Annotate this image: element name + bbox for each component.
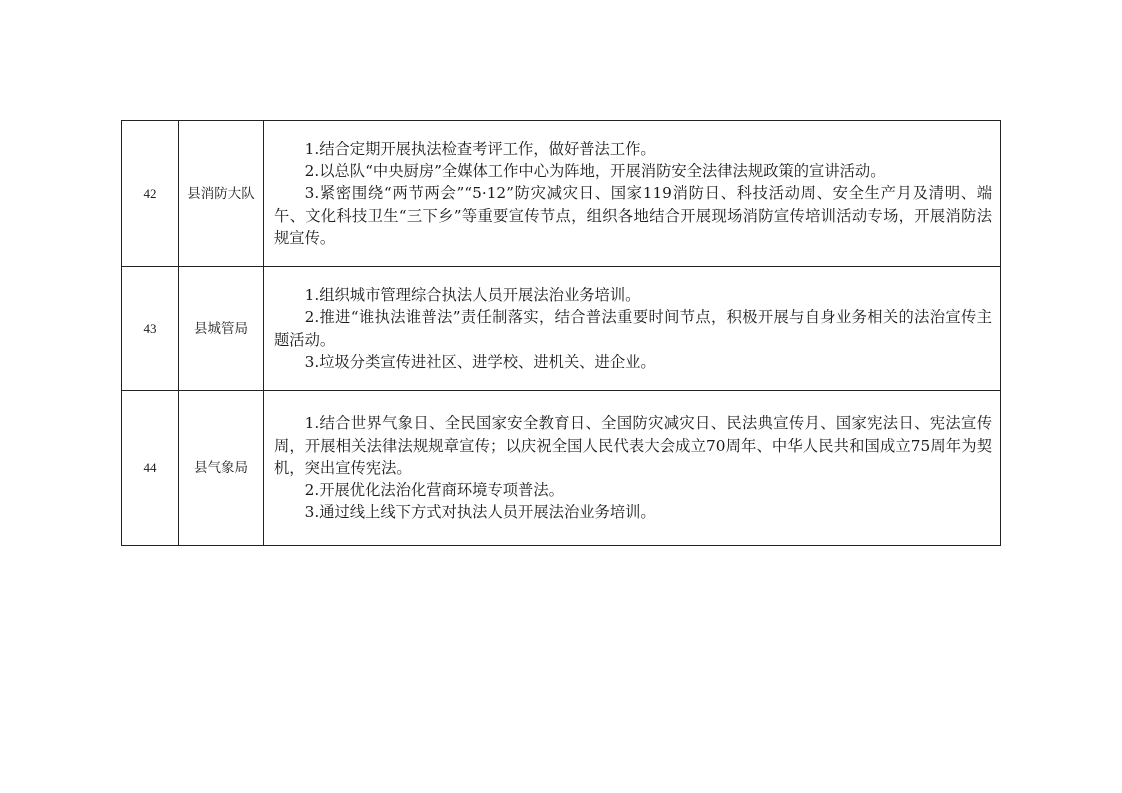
- row-number: 42: [122, 121, 179, 267]
- work-plan-table: [121, 120, 1001, 546]
- task-content: [264, 267, 1001, 391]
- department-name: 县消防大队: [179, 121, 264, 267]
- task-item: 3.垃圾分类宣传进社区、进学校、进机关、进企业。: [304, 352, 656, 371]
- task-content: [264, 391, 1001, 546]
- table-row: [122, 121, 1001, 267]
- task-item: 3.紧密围绕“两节两会”“5·12”防灾减灾日、国家119消防日、科技活动周、安全生产月及清明、端午、文化科技卫生“三下乡”等重要宣传节点，组织各地结合开展现场消防宣传培训活动专场，开展消防法规宣传。: [274, 184, 992, 247]
- task-item: 2.以总队“中央厨房”全媒体工作中心为阵地，开展消防安全法律法规政策的宣讲活动。: [304, 162, 886, 181]
- department-name: 县气象局: [179, 391, 264, 546]
- department-name: 县城管局: [179, 267, 264, 391]
- task-item: 2.推进“谁执法谁普法”责任制落实，结合普法重要时间节点，积极开展与自身业务相关的法治宣传主题活动。: [274, 308, 992, 349]
- row-number: 44: [122, 391, 179, 546]
- table-row: [122, 391, 1001, 546]
- task-item: 2.开展优化法治化营商环境专项普法。: [304, 481, 564, 500]
- task-content: [264, 121, 1001, 267]
- task-item: 1.组织城市管理综合执法人员开展法治业务培训。: [304, 285, 641, 304]
- table-row: [122, 267, 1001, 391]
- task-item: 1.结合世界气象日、全民国家安全教育日、全国防灾减灾日、民法典宣传月、国家宪法日、宪法宣传周，开展相关法律法规规章宣传；以庆祝全国人民代表大会成立70周年、中华人民共和国成立75周年为契机，突出宣传宪法。: [274, 414, 992, 477]
- task-item: 3.通过线上线下方式对执法人员开展法治业务培训。: [304, 503, 656, 522]
- row-number: 43: [122, 267, 179, 391]
- task-item: 1.结合定期开展执法检查考评工作，做好普法工作。: [304, 139, 656, 158]
